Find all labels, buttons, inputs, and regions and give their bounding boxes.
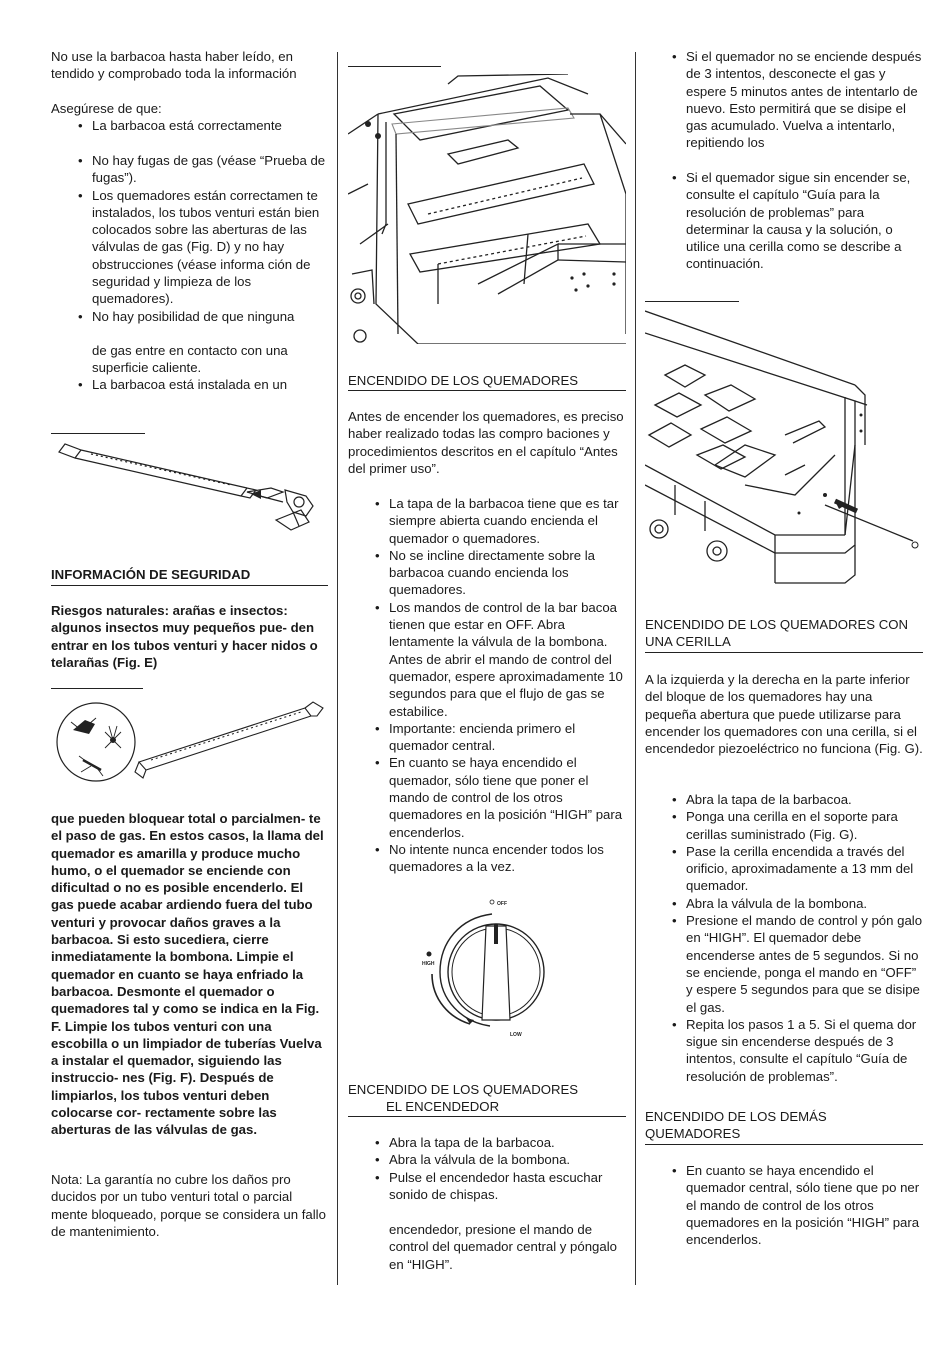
other-burners-list	[645, 1162, 923, 1248]
list-item: • Los mandos de control de la bar bacoa tienen que estar en OFF. Abra lentamente la válvula de la bombona. Antes de abrir el mando de control del quemador, espere aproximadamente 10 segundos para que el flujo de gas se estabilice.	[348, 599, 626, 720]
list-item: • Presione el mando de control y pón galo en “HIGH”. El quemador debe encenderse antes de 5 segundos. Si no se enciende, ponga el mando en “OFF” y espere 5 segundos para que se disipe el gas.	[645, 912, 923, 1016]
list-item: • Los quemadores están correctamen te instalados, los tubos venturi están bien colocados sobre las aberturas de las válvulas de gas (Fig. D) y no hay obstrucciones (véase informa ción de seguridad y limpieza de los quemadores).	[51, 187, 328, 308]
safety-lead: Riesgos naturales: arañas e insectos: algunos insectos muy pequeños pue- den entrar en los tubos venturi y hacer nidos o telarañas (Fig. E)	[51, 603, 318, 670]
list-item: • En cuanto se haya encendido el quemador, sólo tiene que poner el mando de control de los otros quemadores en la posición “HIGH” para encenderlos.	[348, 754, 626, 840]
retry-list-cont	[645, 169, 923, 273]
list-item: • Si el quemador sigue sin encender se, consulte el capítulo “Guía para la resolución de problemas” para determinar la causa y la solución, o utilice una cerilla como se describe a continuación.	[645, 169, 923, 273]
column-divider-right	[635, 52, 636, 1285]
safety-body: que pueden bloquear total o parcialmen- te el paso de gas. En estos casos, la llama del quemador es amarilla y produce mucho humo, o el quemador se enciende con dificultad o no es posible encenderlo. El gas puede acabar ardiendo fuera del tubo venturi y provocar daños graves a la barbacoa. Si esto sucediera, cierre inmediatamente la bombona. Limpie el quemador en cuanto se haya enfriado la barbacoa. Desmonte el quemador o quemadores tal y como se indica en la Fig. F. Limpie los tubos venturi con una escobilla o un limpiador de tuberías Vuelva a instalar el quemador, siguiendo las instruccio- nes (Fig. F). Después de limpiarlos, los tubos venturi deben colocarse cor- rectamente sobre las aberturas de las válvulas de gas.	[51, 811, 324, 1138]
checklist-cont	[51, 152, 328, 325]
knob-high-label: HIGH	[422, 961, 435, 967]
figure-grill-burners	[348, 74, 626, 344]
checklist	[51, 117, 328, 134]
list-item: • La barbacoa está instalada en un	[51, 376, 328, 393]
list-item: • No se incline directamente sobre la barbacoa cuando encienda los quemadores.	[348, 547, 626, 599]
lighting-list	[348, 495, 626, 876]
list-item: • Repita los pasos 1 a 5. Si el quema dor sigue sin encenderse después de 3 intentos, consulte el capítulo “Guía de resolución de problemas”.	[645, 1016, 923, 1085]
figure-e-insects	[51, 700, 326, 790]
figure-e-rule	[51, 688, 143, 689]
match-list	[645, 791, 923, 1085]
ignitor-heading-line1: ENCENDIDO DE LOS QUEMADORES	[348, 1082, 579, 1097]
other-burners-heading: ENCENDIDO DE LOS DEMÁS QUEMADORES	[645, 1108, 923, 1145]
list-item: • Ponga una cerilla en el soporte para cerillas suministrado (Fig. G).	[645, 808, 923, 843]
warranty-note: Nota: La garantía no cubre los daños pro ducidos por un tubo venturi total o parcial mente bloqueado, porque se considera un fallo de mantenimiento.	[51, 1172, 326, 1239]
knob-off-label: OFF	[497, 901, 507, 907]
list-item: • Pulse el encendedor hasta escuchar sonido de chispas.	[348, 1169, 626, 1204]
list-item: • La barbacoa está correctamente	[51, 117, 328, 134]
list-item: • Importante: encienda primero el quemador central.	[348, 720, 626, 755]
list-continuation: de gas entre en contacto con una superficie caliente.	[92, 343, 288, 376]
list-item: • No hay fugas de gas (véase “Prueba de fugas”).	[51, 152, 328, 187]
control-knob-diagram	[418, 890, 548, 1040]
figure-g-match-lighting	[645, 305, 923, 587]
list-item: • Pase la cerilla encendida a través del orificio, aproximadamente a 13 mm del quemador.	[645, 843, 923, 895]
ignitor-heading-line2: EL ENCENDEDOR	[348, 1098, 626, 1117]
figure-rule	[348, 66, 441, 67]
lighting-intro: Antes de encender los quemadores, es preciso haber realizado todas las compro baciones y procedimientos descritos en el capítulo “Antes del primer uso”.	[348, 409, 624, 476]
list-item: • Abra la válvula de la bombona.	[645, 895, 923, 912]
match-intro: A la izquierda y la derecha en la parte inferior del bloque de los quemadores hay una pequeña abertura que puede utilizarse para encender los quemadores con una cerilla, si el encendedor piezoeléctrico no funciona (Fig. G).	[645, 672, 923, 757]
safety-heading: INFORMACIÓN DE SEGURIDAD	[51, 566, 328, 586]
ignitor-continuation: encendedor, presione el mando de control del quemador central y póngalo en “HIGH”.	[389, 1222, 617, 1272]
list-item: • Abra la tapa de la barbacoa.	[645, 791, 923, 808]
match-heading: ENCENDIDO DE LOS QUEMADORES CON UNA CERILLA	[645, 616, 923, 653]
list-item: • En cuanto se haya encendido el quemador central, sólo tiene que po ner el mando de control de los otros quemadores en la posición “HIGH” para encenderlos.	[645, 1162, 923, 1248]
checklist-last	[51, 376, 328, 393]
list-item: • No intente nunca encender todos los quemadores a la vez.	[348, 841, 626, 876]
lighting-heading: ENCENDIDO DE LOS QUEMADORES	[348, 372, 626, 391]
list-item: • No hay posibilidad de que ninguna	[51, 308, 328, 325]
figure-d-burner-tube	[51, 440, 321, 535]
ignitor-list	[348, 1134, 626, 1203]
knob-low-label: LOW	[510, 1032, 522, 1038]
figure-g-rule	[645, 301, 739, 302]
list-item: • Abra la válvula de la bombona.	[348, 1151, 626, 1168]
retry-list	[645, 48, 923, 152]
intro-text: No use la barbacoa hasta haber leído, en tendido y comprobado toda la información	[51, 49, 297, 82]
list-item: • La tapa de la barbacoa tiene que es tar siempre abierta cuando encienda el quemador o quemadores.	[348, 495, 626, 547]
list-item: • Si el quemador no se enciende después de 3 intentos, desconecte el gas y espere 5 minutos antes de intentarlo de nuevo. Esto permitirá que se disipe el gas acumulado. Vuelva a intentarlo, repitiendo los	[645, 48, 923, 152]
figure-d-rule	[51, 433, 145, 434]
list-item: • Abra la tapa de la barbacoa.	[348, 1134, 626, 1151]
ensure-label: Asegúrese de que:	[51, 101, 162, 116]
column-divider-left	[337, 52, 338, 1285]
